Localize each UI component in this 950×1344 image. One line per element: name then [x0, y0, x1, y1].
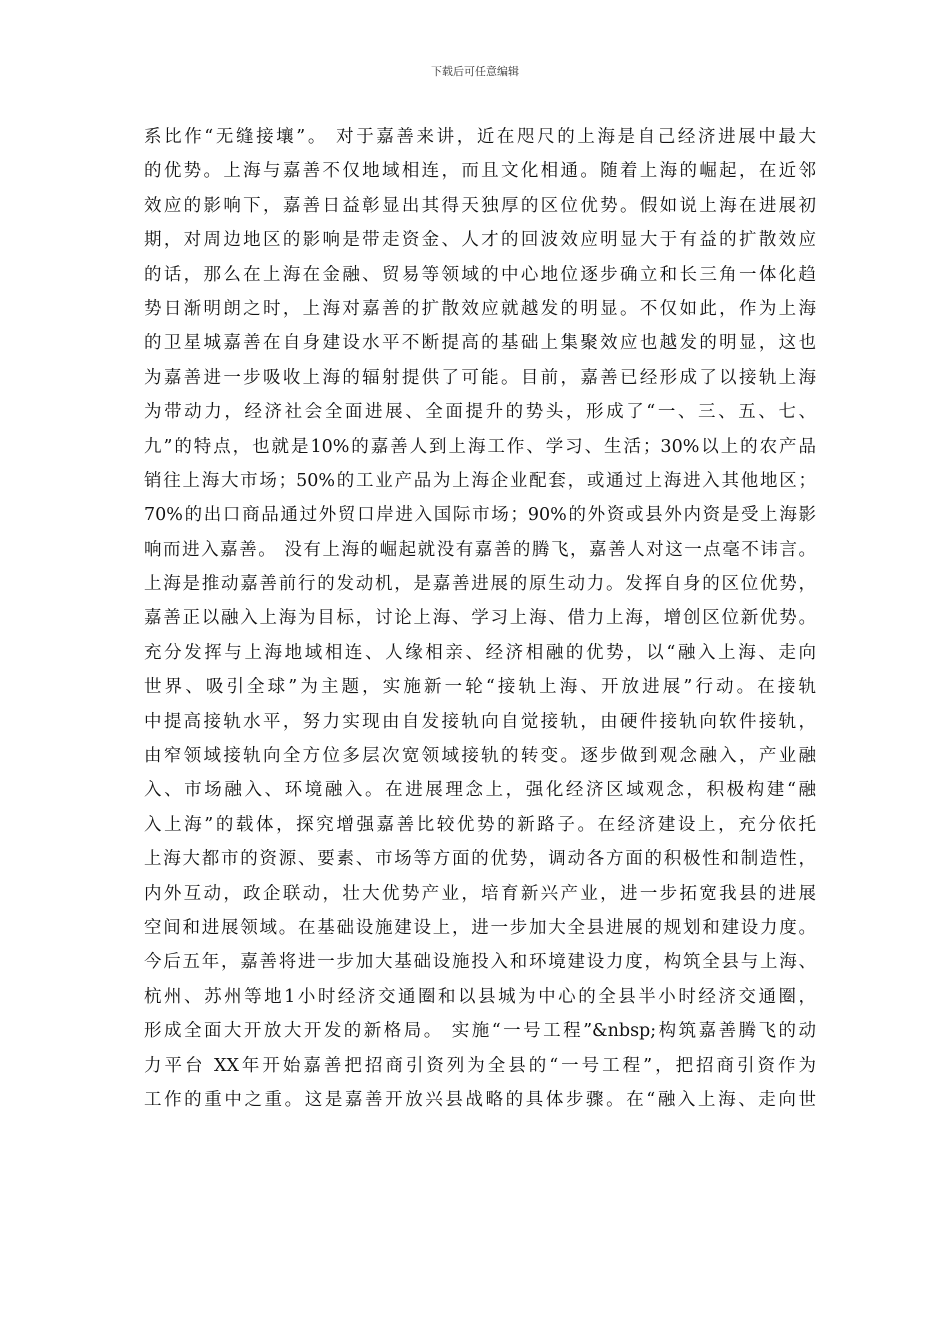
- body-line: 的卫星城嘉善在自身建设水平不断提高的基础上集聚效应也越发的明显，这也: [144, 333, 816, 354]
- body-line: 工作的重中之重。这是嘉善开放兴县战略的具体步骤。在“融入上海、走向世: [144, 1089, 816, 1110]
- body-line: 为带动力，经济社会全面进展、全面提升的势头，形成了“一、三、五、七、: [144, 402, 816, 423]
- body-line: 响而进入嘉善。 没有上海的崛起就没有嘉善的腾飞，嘉善人对这一点毫不讳言。: [144, 539, 816, 560]
- body-line: 效应的影响下，嘉善日益彰显出其得天独厚的区位优势。假如说上海在进展初: [144, 195, 816, 216]
- body-line: 为嘉善进一步吸收上海的辐射提供了可能。目前，嘉善已经形成了以接轨上海: [144, 367, 816, 388]
- body-line: 中提高接轨水平，努力实现由自发接轨向自觉接轨，由硬件接轨向软件接轨，: [144, 711, 816, 732]
- body-line: 杭州、苏州等地1小时经济交通圈和以县城为中心的全县半小时经济交通圈，: [144, 986, 816, 1007]
- body-line: 今后五年，嘉善将进一步加大基础设施投入和环境建设力度，构筑全县与上海、: [144, 952, 816, 973]
- body-line: 空间和进展领域。在基础设施建设上，进一步加大全县进展的规划和建设力度。: [144, 917, 816, 938]
- body-line: 系比作“无缝接壤”。 对于嘉善来讲，近在咫尺的上海是自己经济进展中最大: [144, 127, 816, 147]
- page-header: 下载后可任意编辑: [431, 65, 519, 78]
- body-line: 世界、吸引全球”为主题，实施新一轮“接轨上海、开放进展”行动。在接轨: [144, 677, 816, 698]
- body-line: 的话，那么在上海在金融、贸易等领域的中心地位逐步确立和长三角一体化趋: [144, 264, 816, 285]
- body-line: 充分发挥与上海地域相连、人缘相亲、经济相融的优势，以“融入上海、走向: [144, 642, 816, 663]
- body-line: 形成全面大开放大开发的新格局。 实施“一号工程”&nbsp;构筑嘉善腾飞的动: [144, 1021, 816, 1042]
- body-line: 70%的出口商品通过外贸口岸进入国际市场；90%的外资或县外内资是受上海影: [144, 505, 816, 526]
- body-line: 九”的特点，也就是10%的嘉善人到上海工作、学习、生活；30%以上的农产品: [144, 436, 816, 457]
- body-line: 期，对周边地区的影响是带走资金、人才的回波效应明显大于有益的扩散效应: [144, 230, 816, 251]
- body-line: 由窄领域接轨向全方位多层次宽领域接轨的转变。逐步做到观念融入，产业融: [144, 746, 816, 767]
- body-line: 内外互动，政企联动，壮大优势产业，培育新兴产业，进一步拓宽我县的进展: [144, 883, 816, 904]
- body-line: 的优势。上海与嘉善不仅地域相连，而且文化相通。随着上海的崛起，在近邻: [144, 161, 816, 182]
- body-line: 上海大都市的资源、要素、市场等方面的优势，调动各方面的积极性和制造性，: [144, 849, 816, 870]
- body-line: 势日渐明朗之时，上海对嘉善的扩散效应就越发的明显。不仅如此，作为上海: [144, 298, 816, 319]
- body-line: 入、市场融入、环境融入。在进展理念上，强化经济区域观念，积极构建“融: [144, 780, 816, 801]
- document-body: [144, 120, 816, 1117]
- body-line: 力平台 XX年开始嘉善把招商引资列为全县的“一号工程”，把招商引资作为: [144, 1055, 816, 1076]
- body-line: 销往上海大市场；50%的工业产品为上海企业配套，或通过上海进入其他地区；: [144, 470, 816, 491]
- body-line: 嘉善正以融入上海为目标，讨论上海、学习上海、借力上海，增创区位新优势。: [144, 608, 816, 629]
- body-line: 入上海”的载体，探究增强嘉善比较优势的新路子。在经济建设上，充分依托: [144, 814, 816, 835]
- body-line: 上海是推动嘉善前行的发动机，是嘉善进展的原生动力。发挥自身的区位优势，: [144, 574, 816, 595]
